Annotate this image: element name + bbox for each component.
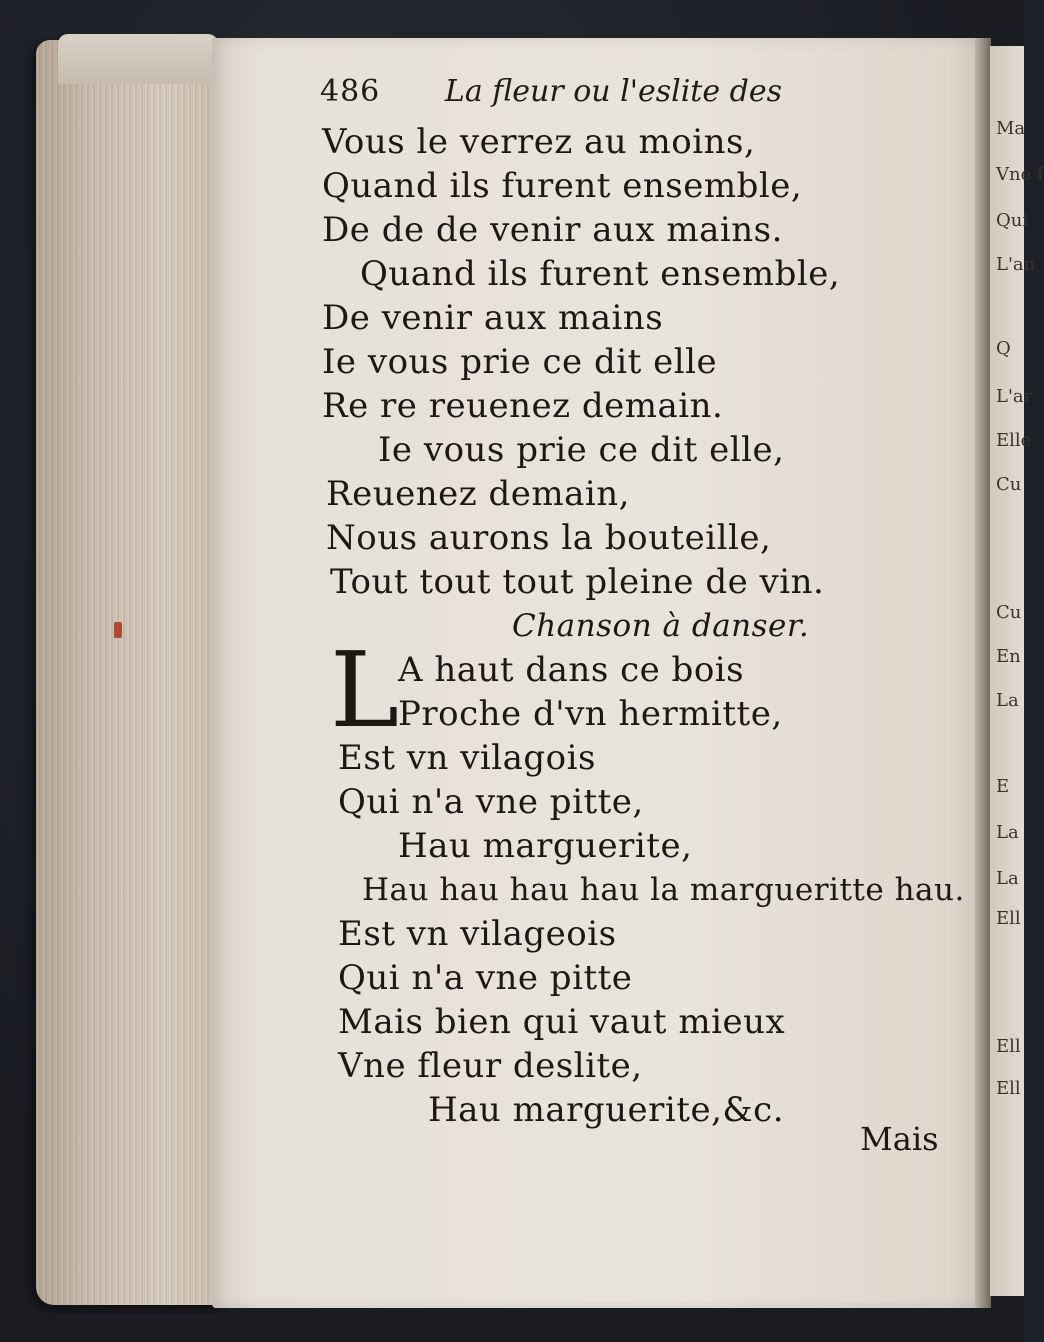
verse-line: Re re reuenez demain.	[322, 386, 724, 426]
book-gutter	[975, 38, 991, 1308]
verse-line: Ie vous prie ce dit elle,	[378, 430, 785, 470]
facing-line: La	[996, 822, 1019, 843]
facing-line: La	[996, 868, 1019, 889]
facing-line: Ell	[996, 1078, 1021, 1099]
facing-line: L'ar	[996, 386, 1033, 407]
catchword: Mais	[860, 1120, 939, 1158]
song-line: Hau marguerite,	[398, 826, 693, 866]
facing-line: Ell	[996, 1036, 1021, 1057]
facing-line: L'an	[996, 254, 1036, 275]
song-title: Chanson à danser.	[512, 608, 810, 644]
song-line: Proche d'vn hermitte,	[398, 694, 783, 734]
facing-line: Vne f	[996, 164, 1044, 185]
facing-page	[990, 46, 1044, 1296]
verse-line: Tout tout tout pleine de vin.	[330, 562, 825, 602]
song-line: Mais bien qui vaut mieux	[338, 1002, 786, 1042]
verse-line: Nous aurons la bouteille,	[326, 518, 772, 558]
page-number: 486	[320, 74, 381, 109]
book-fore-edge	[36, 40, 226, 1305]
song-line: Est vn vilageois	[338, 914, 617, 954]
verse-line: Quand ils furent ensemble,	[322, 166, 803, 206]
song-line: Hau hau hau hau la margueritte hau.	[362, 872, 965, 908]
verse-line: Quand ils furent ensemble,	[360, 254, 841, 294]
song-line: Est vn vilagois	[338, 738, 596, 778]
song-line: Qui n'a vne pitte,	[338, 782, 644, 822]
facing-line: Qui	[996, 210, 1029, 231]
song-line: A haut dans ce bois	[398, 650, 745, 690]
book-top-edge	[58, 34, 218, 84]
song-line: Vne fleur deslite,	[338, 1046, 643, 1086]
facing-line: Ell	[996, 908, 1021, 929]
verse-line: Reuenez demain,	[326, 474, 630, 514]
running-head	[320, 74, 790, 118]
facing-line: Cu	[996, 602, 1022, 623]
facing-line: Elle	[996, 430, 1032, 451]
facing-line: La	[996, 690, 1019, 711]
drop-cap: L	[330, 629, 400, 751]
facing-line: Cu	[996, 474, 1022, 495]
verse-line: De de de venir aux mains.	[322, 210, 783, 250]
verse-line: De venir aux mains	[322, 298, 664, 338]
song-line: Hau marguerite,&c.	[428, 1090, 785, 1130]
running-title: La fleur ou l'eslite des	[444, 74, 782, 109]
verse-line: Ie vous prie ce dit elle	[322, 342, 718, 382]
facing-line: E	[996, 776, 1010, 797]
facing-line: En	[996, 646, 1021, 667]
red-edge-mark	[114, 622, 122, 638]
song-line: Qui n'a vne pitte	[338, 958, 633, 998]
verse-line: Vous le verrez au moins,	[322, 122, 756, 162]
facing-line: Q	[996, 338, 1011, 359]
facing-line: Ma	[996, 118, 1026, 139]
